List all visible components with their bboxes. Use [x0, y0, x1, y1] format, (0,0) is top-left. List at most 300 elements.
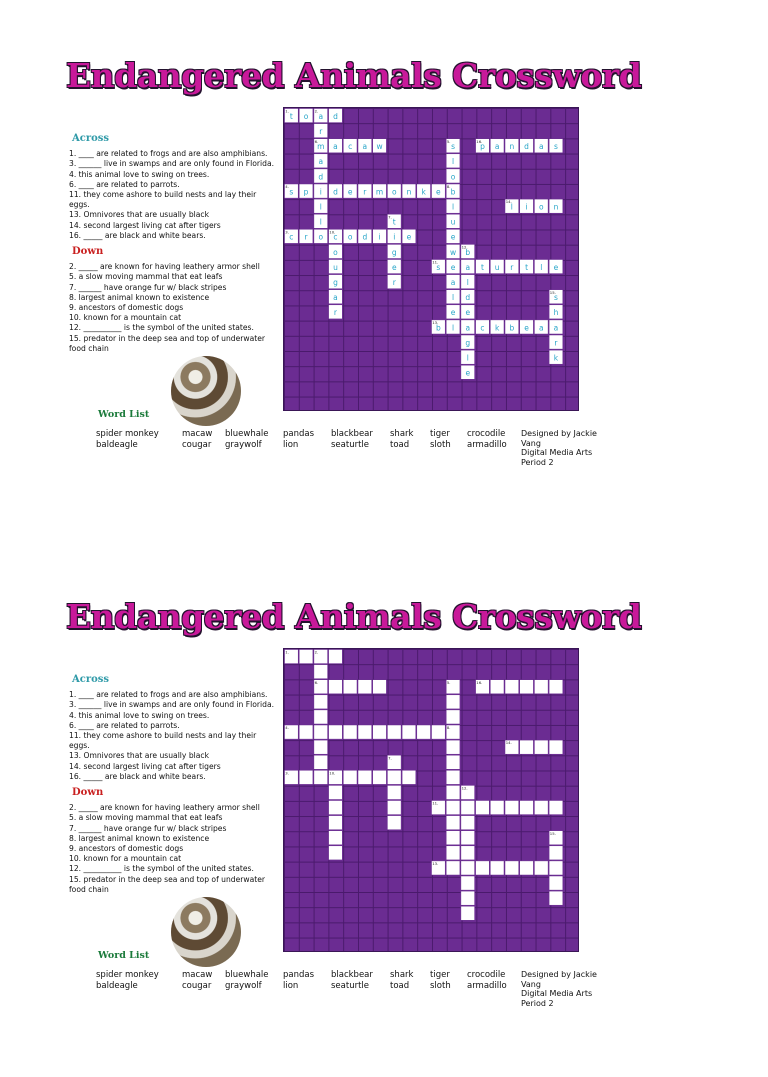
crossword-cell[interactable] [358, 770, 372, 784]
cell-letter: r [319, 126, 323, 136]
cell-letter: u [333, 262, 338, 272]
down-clue-list [69, 803, 277, 895]
clue-number: 2. [314, 649, 319, 655]
cell-letter: c [480, 323, 485, 333]
word-list-item: blackbear [331, 970, 373, 980]
crossword-cell[interactable] [373, 770, 387, 784]
word-list-item: cougar [182, 440, 212, 450]
cell-letter: d [333, 187, 338, 197]
across-clue-list [69, 149, 277, 241]
crossword-cell[interactable] [358, 725, 372, 739]
word-list-column [390, 970, 413, 992]
crossword-cell[interactable] [387, 770, 401, 784]
cell-letter: p [303, 187, 309, 197]
word-list-item: macaw [182, 429, 213, 439]
cell-letter: o [450, 172, 456, 182]
cell-letter: d [333, 111, 338, 121]
crossword-cell[interactable] [549, 861, 563, 875]
across-clue: 11. they come ashore to build nests and lay their eggs. [69, 731, 257, 751]
crossword-cell[interactable] [520, 801, 534, 815]
word-list-item: toad [390, 981, 410, 991]
crossword-cell[interactable] [461, 876, 475, 890]
across-heading: Across [72, 674, 110, 685]
clue-number: 14. [505, 199, 512, 205]
crossword-cell[interactable] [299, 725, 313, 739]
down-clue: 9. ancestors of domestic dogs [69, 844, 184, 854]
crossword-cell[interactable] [329, 650, 343, 664]
crossword-cell[interactable] [549, 801, 563, 815]
word-list-column [96, 970, 159, 992]
crossword-cell[interactable] [314, 770, 328, 784]
cell-letter: e [450, 262, 456, 272]
clue-number: 12. [461, 785, 468, 791]
crossword-cell[interactable] [446, 846, 460, 860]
cell-letter: l [466, 353, 469, 363]
down-clue-list [69, 262, 277, 354]
crossword-cell[interactable] [476, 801, 490, 815]
across-clue: 16. _____ are black and white bears. [69, 230, 206, 240]
crossword-cell[interactable] [314, 695, 328, 709]
clue-number: 12. [461, 244, 468, 250]
down-clue: 15. predator in the deep sea and top of underwater food chain [69, 333, 266, 353]
crossword-cell[interactable] [534, 801, 548, 815]
cell-letter: t [392, 217, 396, 227]
down-clue: 12. __________ is the symbol of the united states. [69, 323, 254, 333]
crossword-cell[interactable] [314, 725, 328, 739]
cell-letter: r [554, 338, 558, 348]
credit-line: Period 2 [521, 998, 554, 1008]
crossword-cell[interactable] [446, 831, 460, 845]
cell-letter: r [510, 262, 514, 272]
credit-line: Designed by Jackie Vang [521, 970, 597, 989]
cell-letter: l [540, 262, 543, 272]
cell-letter: o [303, 111, 309, 121]
clue-number: 11. [432, 259, 439, 265]
word-list-item: lion [283, 981, 299, 991]
crossword-grid [283, 648, 579, 952]
cell-letter: a [553, 323, 559, 333]
cell-letter: d [524, 142, 529, 152]
clue-number: 8. [446, 725, 451, 731]
cell-letter: l [452, 157, 455, 167]
crossword-cell[interactable] [446, 770, 460, 784]
clue-number: 8. [446, 184, 451, 190]
cell-letter: e [347, 187, 353, 197]
word-list-item: sloth [430, 440, 451, 450]
crossword-cell[interactable] [299, 770, 313, 784]
cell-letter: w [449, 247, 457, 257]
crossword-cell[interactable] [520, 861, 534, 875]
down-clue: 5. a slow moving mammal that eat leafs [69, 272, 223, 282]
cell-letter: d [465, 293, 471, 303]
crossword-cell[interactable] [461, 906, 475, 920]
cell-letter: c [289, 232, 294, 242]
word-list-item: tiger [430, 970, 450, 980]
crossword-cell[interactable] [314, 710, 328, 724]
animal-collage-image [171, 897, 241, 967]
clue-number: 10. [329, 770, 336, 776]
clue-number: 2. [314, 108, 319, 114]
crossword-cell[interactable] [490, 861, 504, 875]
clue-number: 6. [314, 138, 319, 144]
across-clue: 4. this animal love to swing on trees. [69, 710, 210, 720]
crossword-cell[interactable] [402, 725, 416, 739]
cell-letter: i [393, 232, 396, 242]
crossword-cell[interactable] [402, 770, 416, 784]
credit-text [521, 970, 605, 1008]
crossword-cell[interactable] [461, 891, 475, 905]
crossword-cell[interactable] [446, 816, 460, 830]
word-list-column [182, 970, 212, 992]
cell-letter: e [553, 262, 559, 272]
clue-panel [69, 675, 277, 895]
word-list-heading: Word List [98, 950, 150, 961]
cell-letter: o [538, 202, 544, 212]
cell-letter: m [375, 187, 384, 197]
cell-letter: u [494, 262, 500, 272]
cell-letter: l [452, 202, 455, 212]
clue-number: 10. [329, 229, 336, 235]
cell-letter: a [465, 323, 471, 333]
crossword-cell[interactable] [329, 831, 343, 845]
page-title: Endangered Animals Crossword [66, 56, 642, 95]
clue-number: 16. [476, 138, 483, 144]
credit-line: Period 2 [521, 457, 554, 467]
crossword-grid [283, 107, 579, 411]
crossword-cell[interactable] [387, 801, 401, 815]
clue-number: 14. [505, 740, 512, 746]
clue-number: 11. [432, 800, 439, 806]
cell-letter: d [362, 232, 368, 242]
cell-letter: i [319, 187, 322, 197]
word-list-item: macaw [182, 970, 213, 980]
crossword-cell[interactable] [549, 740, 563, 754]
clue-number: 7. [388, 214, 392, 220]
cell-letter: n [406, 187, 412, 197]
word-list-item: spider monkey [96, 429, 159, 439]
crossword-cell[interactable] [461, 831, 475, 845]
cell-letter: s [451, 142, 456, 152]
crossword-cell[interactable] [343, 725, 357, 739]
across-heading: Across [72, 133, 110, 144]
word-list-item: shark [390, 970, 414, 980]
word-list-item: blackbear [331, 429, 373, 439]
word-list-item: sloth [430, 981, 451, 991]
cell-letter: s [553, 142, 558, 152]
down-clue: 8. largest animal known to existence [69, 292, 210, 302]
cell-letter: w [376, 142, 383, 152]
clue-number: 3. [285, 229, 289, 235]
animal-collage-image [171, 356, 241, 426]
word-list-item: graywolf [225, 981, 262, 991]
cell-letter: t [289, 111, 293, 121]
across-clue: 1. ____ are related to frogs and are also amphibians. [69, 690, 268, 700]
cell-letter: e [406, 232, 412, 242]
crossword-cell[interactable] [461, 846, 475, 860]
word-list-item: graywolf [225, 440, 262, 450]
word-list-item: pandas [283, 429, 315, 439]
crossword-cell[interactable] [387, 725, 401, 739]
down-clue: 5. a slow moving mammal that eat leafs [69, 813, 223, 823]
crossword-cell[interactable] [314, 665, 328, 679]
across-clue: 14. second largest living cat after tigers [69, 761, 221, 771]
word-list-item: shark [390, 429, 414, 439]
word-list-column [283, 970, 314, 992]
word-list-heading: Word List [98, 409, 150, 420]
across-clue: 14. second largest living cat after tigers [69, 220, 221, 230]
cell-letter: a [333, 293, 338, 303]
crossword-grid-svg [284, 649, 578, 951]
crossword-cell[interactable] [343, 680, 357, 694]
crossword-cell[interactable] [446, 801, 460, 815]
word-list-column [331, 429, 373, 451]
cell-letter: n [553, 202, 559, 212]
cell-letter: b [465, 247, 471, 257]
word-list-column [283, 429, 314, 451]
crossword-cell[interactable] [329, 785, 343, 799]
crossword-cell[interactable] [417, 725, 431, 739]
cell-letter: h [553, 308, 559, 318]
crossword-cell[interactable] [461, 816, 475, 830]
crossword-cell[interactable] [432, 725, 446, 739]
word-list-item: crocodile [467, 970, 506, 980]
cell-letter: c [333, 232, 338, 242]
crossword-cell[interactable] [490, 801, 504, 815]
down-clue: 7. ______ have orange fur w/ black stripes [69, 823, 227, 833]
across-clue: 6. ____ are related to parrots. [69, 720, 180, 730]
cell-letter: e [465, 308, 471, 318]
crossword-cell[interactable] [505, 801, 519, 815]
down-clue: 9. ancestors of domestic dogs [69, 303, 184, 313]
crossword-cell[interactable] [329, 816, 343, 830]
cell-letter: a [333, 142, 338, 152]
cell-letter: g [333, 277, 338, 287]
cell-letter: g [465, 338, 471, 348]
across-clue: 13. Omnivores that are usually black [69, 751, 209, 761]
crossword-cell[interactable] [461, 861, 475, 875]
word-list-column [390, 429, 413, 451]
credit-text [521, 429, 605, 467]
cell-letter: b [435, 323, 441, 333]
word-list-column [96, 429, 159, 451]
cell-letter: e [450, 232, 456, 242]
crossword-cell[interactable] [549, 891, 563, 905]
cell-letter: b [450, 187, 456, 197]
crossword-cell[interactable] [505, 680, 519, 694]
crossword-cell[interactable] [358, 680, 372, 694]
crossword-cell[interactable] [446, 755, 460, 769]
word-list-item: seaturtle [331, 981, 370, 991]
clue-number: 3. [285, 770, 289, 776]
across-clue: 13. Omnivores that are usually black [69, 210, 209, 220]
word-list-column [182, 429, 212, 451]
word-list-item: bluewhale [225, 970, 269, 980]
cell-letter: b [509, 323, 515, 333]
crossword-cell[interactable] [534, 680, 548, 694]
crossword-cell[interactable] [329, 846, 343, 860]
cell-letter: a [494, 142, 500, 152]
word-list-column [331, 970, 373, 992]
crossword-cell[interactable] [549, 846, 563, 860]
crossword-page-blank [0, 597, 768, 1077]
word-list-column [430, 970, 451, 992]
cell-letter: k [553, 353, 559, 363]
cell-letter: e [524, 323, 529, 333]
crossword-cell[interactable] [446, 695, 460, 709]
crossword-grid-svg [284, 108, 578, 410]
word-list-item: armadillo [467, 440, 507, 450]
crossword-cell[interactable] [387, 816, 401, 830]
word-list-item: bluewhale [225, 429, 269, 439]
down-clue: 12. __________ is the symbol of the united states. [69, 864, 254, 874]
credit-line: Digital Media Arts [521, 448, 593, 457]
crossword-cell[interactable] [505, 861, 519, 875]
word-list-column [467, 970, 507, 992]
cell-letter: r [363, 187, 367, 197]
cell-letter: l [466, 277, 469, 287]
clue-number: 15. [549, 830, 556, 836]
cell-letter: s [553, 293, 558, 303]
across-clue: 1. ____ are related to frogs and are also amphibians. [69, 149, 268, 159]
cell-letter: i [378, 232, 381, 242]
cell-letter: u [450, 217, 456, 227]
cell-letter: r [392, 277, 396, 287]
cell-letter: l [452, 293, 455, 303]
cell-letter: l [452, 323, 455, 333]
down-clue: 2. _____ are known for having leathery armor shell [69, 803, 260, 813]
crossword-cell[interactable] [461, 801, 475, 815]
down-clue: 10. known for a mountain cat [69, 313, 182, 323]
cell-letter: a [538, 142, 544, 152]
word-list-item: toad [390, 440, 410, 450]
cell-letter: s [436, 262, 441, 272]
clue-number: 6. [314, 679, 319, 685]
crossword-cell[interactable] [534, 740, 548, 754]
crossword-cell[interactable] [520, 740, 534, 754]
word-list-column [225, 970, 269, 992]
cell-letter: i [525, 202, 528, 212]
cell-letter: e [391, 262, 397, 272]
crossword-cell[interactable] [329, 801, 343, 815]
crossword-cell[interactable] [373, 725, 387, 739]
cell-letter: t [480, 262, 484, 272]
clue-number: 5. [446, 679, 451, 685]
down-heading: Down [72, 787, 104, 799]
word-list-column [430, 429, 451, 451]
cell-letter: e [436, 187, 441, 197]
cell-letter: a [318, 111, 324, 121]
credit-line: Designed by Jackie Vang [521, 429, 597, 448]
clue-number: 16. [476, 679, 483, 685]
down-clue: 10. known for a mountain cat [69, 854, 182, 864]
crossword-cell[interactable] [446, 710, 460, 724]
clue-number: 1. [285, 108, 289, 114]
crossword-cell[interactable] [387, 785, 401, 799]
crossword-cell[interactable] [373, 680, 387, 694]
across-clue: 4. this animal love to swing on trees. [69, 169, 210, 179]
cell-letter: n [509, 142, 515, 152]
cell-letter: k [494, 323, 500, 333]
crossword-cell[interactable] [299, 650, 313, 664]
cell-letter: l [510, 202, 513, 212]
crossword-cell[interactable] [446, 861, 460, 875]
crossword-cell[interactable] [534, 861, 548, 875]
crossword-cell[interactable] [520, 680, 534, 694]
crossword-cell[interactable] [314, 755, 328, 769]
down-clue: 15. predator in the deep sea and top of underwater food chain [69, 874, 266, 894]
crossword-cell[interactable] [343, 770, 357, 784]
word-list-column [467, 429, 507, 451]
cell-letter: e [465, 368, 471, 378]
cell-letter: r [304, 232, 308, 242]
word-list-item: baldeagle [96, 440, 138, 450]
cell-letter: e [450, 308, 456, 318]
down-clue: 8. largest animal known to existence [69, 833, 210, 843]
cell-letter: g [391, 247, 397, 257]
across-clue: 6. ____ are related to parrots. [69, 179, 180, 189]
crossword-cell[interactable] [549, 876, 563, 890]
clue-number: 7. [388, 755, 392, 761]
word-list-item: spider monkey [96, 970, 159, 980]
clue-number: 1. [285, 649, 289, 655]
crossword-cell[interactable] [446, 785, 460, 799]
crossword-cell[interactable] [476, 861, 490, 875]
word-list-column [225, 429, 269, 451]
crossword-cell[interactable] [329, 725, 343, 739]
clue-number: 4. [285, 184, 289, 190]
crossword-page-answers [0, 56, 768, 536]
crossword-cell[interactable] [549, 680, 563, 694]
credit-line: Digital Media Arts [521, 989, 593, 998]
cell-letter: o [347, 232, 353, 242]
cell-letter: s [289, 187, 294, 197]
across-clue: 3. ______ live in swamps and are only found in Florida. [69, 159, 275, 169]
cell-letter: m [317, 142, 325, 152]
cell-letter: k [421, 187, 426, 197]
across-clue-list [69, 690, 277, 782]
clue-number: 5. [446, 138, 451, 144]
cell-letter: c [348, 142, 353, 152]
word-list-item: pandas [283, 970, 315, 980]
cell-letter: p [480, 142, 485, 152]
word-list-item: seaturtle [331, 440, 370, 450]
clue-number: 4. [285, 725, 289, 731]
word-list-item: crocodile [467, 429, 506, 439]
crossword-cell[interactable] [329, 680, 343, 694]
across-clue: 11. they come ashore to build nests and lay their eggs. [69, 190, 257, 210]
word-list-item: tiger [430, 429, 450, 439]
cell-letter: o [391, 187, 397, 197]
crossword-cell[interactable] [314, 740, 328, 754]
down-clue: 2. _____ are known for having leathery armor shell [69, 262, 260, 272]
cell-letter: t [525, 262, 529, 272]
across-clue: 3. ______ live in swamps and are only found in Florida. [69, 700, 275, 710]
word-list-item: armadillo [467, 981, 507, 991]
cell-letter: r [333, 308, 337, 318]
down-heading: Down [72, 246, 104, 258]
cell-letter: a [538, 323, 544, 333]
cell-letter: o [318, 232, 324, 242]
page-title: Endangered Animals Crossword [66, 597, 642, 636]
cell-letter: l [319, 217, 322, 227]
cell-letter: a [465, 262, 471, 272]
clue-number: 15. [549, 289, 556, 295]
crossword-cell[interactable] [446, 740, 460, 754]
word-list-item: baldeagle [96, 981, 138, 991]
clue-panel [69, 134, 277, 354]
crossword-cell[interactable] [490, 680, 504, 694]
cell-letter: a [318, 157, 324, 167]
